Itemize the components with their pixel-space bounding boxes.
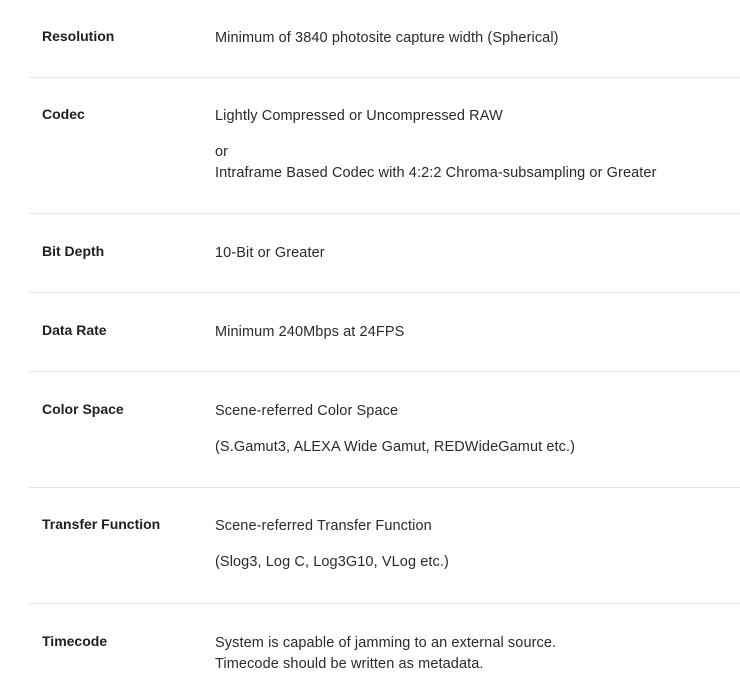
spec-value (215, 322, 740, 343)
spec-value (215, 106, 740, 184)
spec-label: Data Rate (42, 322, 107, 338)
spec-value-line: 10-Bit or Greater (215, 245, 325, 261)
spec-value (215, 28, 740, 49)
spec-row-codec (29, 78, 740, 214)
spec-row-bit-depth (29, 214, 740, 293)
spec-label: Color Space (42, 401, 124, 417)
spec-value-line: or (215, 144, 229, 160)
spec-value-line: System is capable of jamming to an external source. (215, 635, 557, 651)
spec-label: Transfer Function (42, 516, 161, 532)
spec-value-line: Scene-referred Transfer Function (215, 518, 432, 534)
spec-row-timecode (29, 604, 740, 696)
spec-value-line: (Slog3, Log C, Log3G10, VLog etc.) (215, 554, 449, 570)
spec-value-line: Minimum of 3840 photosite capture width (Spherical) (215, 30, 559, 46)
spec-value-line: Minimum 240Mbps at 24FPS (215, 324, 405, 340)
spec-row-color-space (29, 372, 740, 488)
spec-value-line: Intraframe Based Codec with 4:2:2 Chroma-subsampling or Greater (215, 165, 657, 181)
spec-value-line: Lightly Compressed or Uncompressed RAW (215, 108, 503, 124)
spec-label: Resolution (42, 28, 115, 44)
spec-row-data-rate (29, 293, 740, 372)
spec-label: Codec (42, 106, 85, 122)
spec-value (215, 633, 740, 675)
spec-row-resolution (29, 0, 740, 78)
spec-value-line: Timecode should be written as metadata. (215, 656, 484, 672)
spec-value-line: (S.Gamut3, ALEXA Wide Gamut, REDWideGamut etc.) (215, 439, 576, 455)
spec-value (215, 243, 740, 264)
spec-value (215, 516, 740, 573)
spec-value (215, 401, 740, 458)
spec-row-transfer-function (29, 488, 740, 604)
spec-label: Bit Depth (42, 243, 105, 259)
spec-label: Timecode (42, 633, 108, 649)
spec-value-line: Scene-referred Color Space (215, 403, 399, 419)
